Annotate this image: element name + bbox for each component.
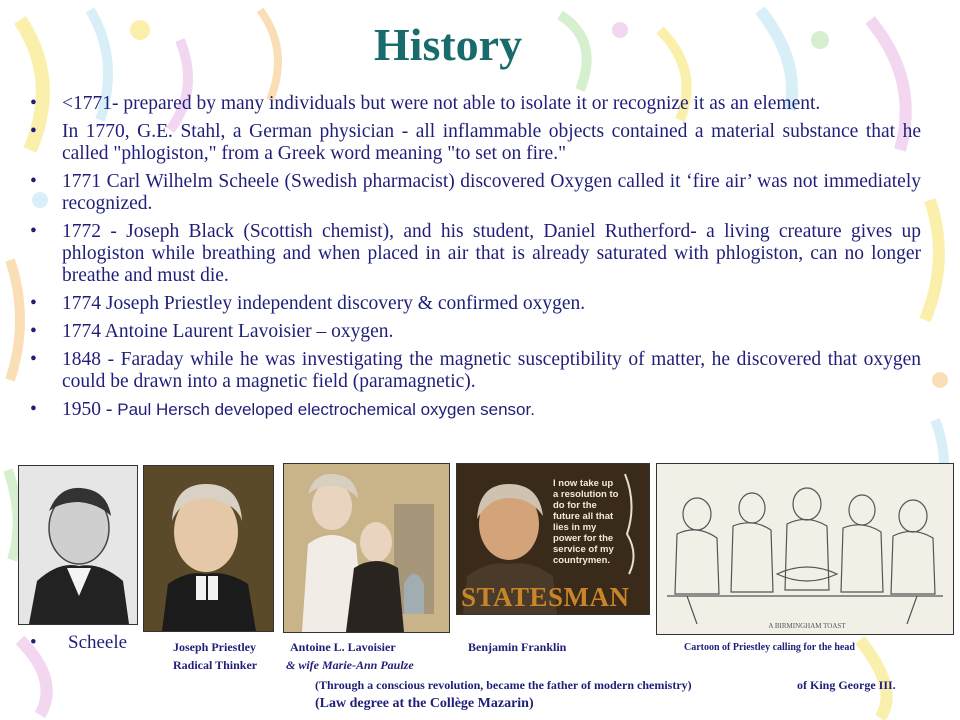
- bullet-icon: •: [30, 349, 37, 370]
- list-item: • In 1770, G.E. Stahl, a German physician - all inflammable objects contained a material substance that he called "phlogiston," from a Greek word meaning "to set on fire.": [30, 121, 921, 164]
- list-item: • <1771- prepared by many individuals but were not able to isolate it or recognize it as an element.: [30, 93, 821, 114]
- priestley-portrait: [143, 465, 274, 632]
- franklin-portrait: [456, 463, 650, 615]
- bullet-icon: •: [30, 93, 37, 114]
- list-item: • 1950 - Paul Hersch developed electrochemical oxygen sensor.: [30, 399, 535, 420]
- list-item: • 1774 Joseph Priestley independent discovery & confirmed oxygen.: [30, 293, 586, 314]
- caption-priestley-sub: Radical Thinker: [173, 658, 258, 672]
- caption-lavoisier-law: (Law degree at the Collège Mazarin): [315, 696, 534, 711]
- franklin-quote: I now take up a resolution to do for the future all that lies in my power for the service of my countrymen.: [553, 478, 619, 566]
- history-bullet-list: [28, 93, 921, 427]
- bullet-icon: •: [30, 221, 37, 242]
- caption-scheele: Scheele: [68, 632, 128, 653]
- list-item: • 1772 - Joseph Black (Scottish chemist), and his student, Daniel Rutherford- a living creature gives up phlogiston while breathing and when placed in air that is already saturated with phlogiston, can no longer breathe and must die.: [30, 221, 921, 286]
- caption-cartoon-sub: of King George III.: [797, 678, 896, 692]
- lavoisier-portrait: [283, 463, 450, 633]
- caption-franklin: Benjamin Franklin: [468, 640, 567, 654]
- bullet-icon: •: [30, 171, 37, 192]
- bullet-icon: •: [30, 321, 37, 342]
- caption-bullet: •: [30, 632, 37, 653]
- lavoisier-painting-image: [284, 464, 449, 632]
- list-item: • 1771 Carl Wilhelm Scheele (Swedish pharmacist) discovered Oxygen called it ‘fire air’ was not immediately recognized.: [30, 171, 921, 214]
- bullet-icon: •: [30, 293, 37, 314]
- cartoon-inscription: A BIRMINGHAM TOAST: [768, 622, 846, 630]
- list-item: • 1848 - Faraday while he was investigating the magnetic susceptibility of matter, he discovered that oxygen could be drawn into a magnetic field (paramagnetic).: [30, 349, 921, 392]
- priestley-painting-image: [144, 466, 273, 631]
- bullet-icon: •: [30, 121, 37, 142]
- list-item: • 1774 Antoine Laurent Lavoisier – oxygen.: [30, 321, 394, 342]
- bullet-icon: •: [30, 399, 37, 420]
- page-title: History: [373, 19, 523, 70]
- statesman-banner: STATESMAN: [461, 582, 630, 612]
- caption-lavoisier-sub: & wife Marie-Ann Paulze: [286, 658, 414, 672]
- caption-priestley: Joseph Priestley: [173, 640, 256, 654]
- scheele-portrait: [18, 465, 138, 625]
- caption-cartoon: Cartoon of Priestley calling for the head: [684, 642, 855, 653]
- caption-lavoisier: Antoine L. Lavoisier: [290, 640, 396, 654]
- caption-lavoisier-note: (Through a conscious revolution, became the father of modern chemistry): [315, 678, 692, 692]
- scheele-engraving-image: [19, 466, 137, 624]
- cartoon-engraving-image: [657, 464, 953, 634]
- priestley-cartoon: [656, 463, 954, 635]
